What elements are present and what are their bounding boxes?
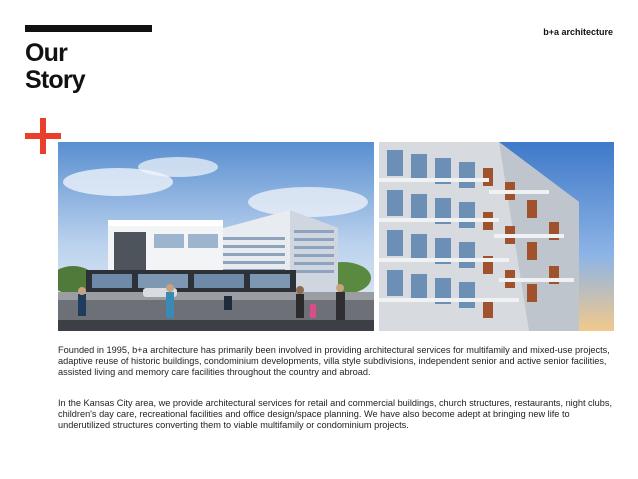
- header-rule: [25, 25, 152, 32]
- plus-icon: [25, 118, 61, 154]
- title-line-1: Our: [25, 39, 68, 67]
- building-facade-image: [379, 142, 614, 331]
- intro-paragraph: Founded in 1995, b+a architecture has primarily been involved in providing architectural services for multifamily and mixed-use projects, adaptive reuse of historic buildings, condominium developments, villa style subdivisions, independent senior and active senior facilities, assisted living and memory care facilities throughout the country and abroad.: [58, 345, 610, 377]
- brand-name: b+a architecture: [543, 27, 613, 37]
- building-rendering-image: [58, 142, 374, 331]
- page-title: [25, 40, 85, 94]
- title-line-2: Story: [25, 66, 85, 94]
- plus-icon-vertical: [40, 118, 46, 154]
- services-paragraph: In the Kansas City area, we provide architectural services for retail and commercial buildings, church structures, restaurants, night clubs, children's day care, recreational facilities and office design/space planning. We have also become adept at bringing new life to underutilized structures converting them to viable multifamily or condominium projects.: [58, 398, 613, 430]
